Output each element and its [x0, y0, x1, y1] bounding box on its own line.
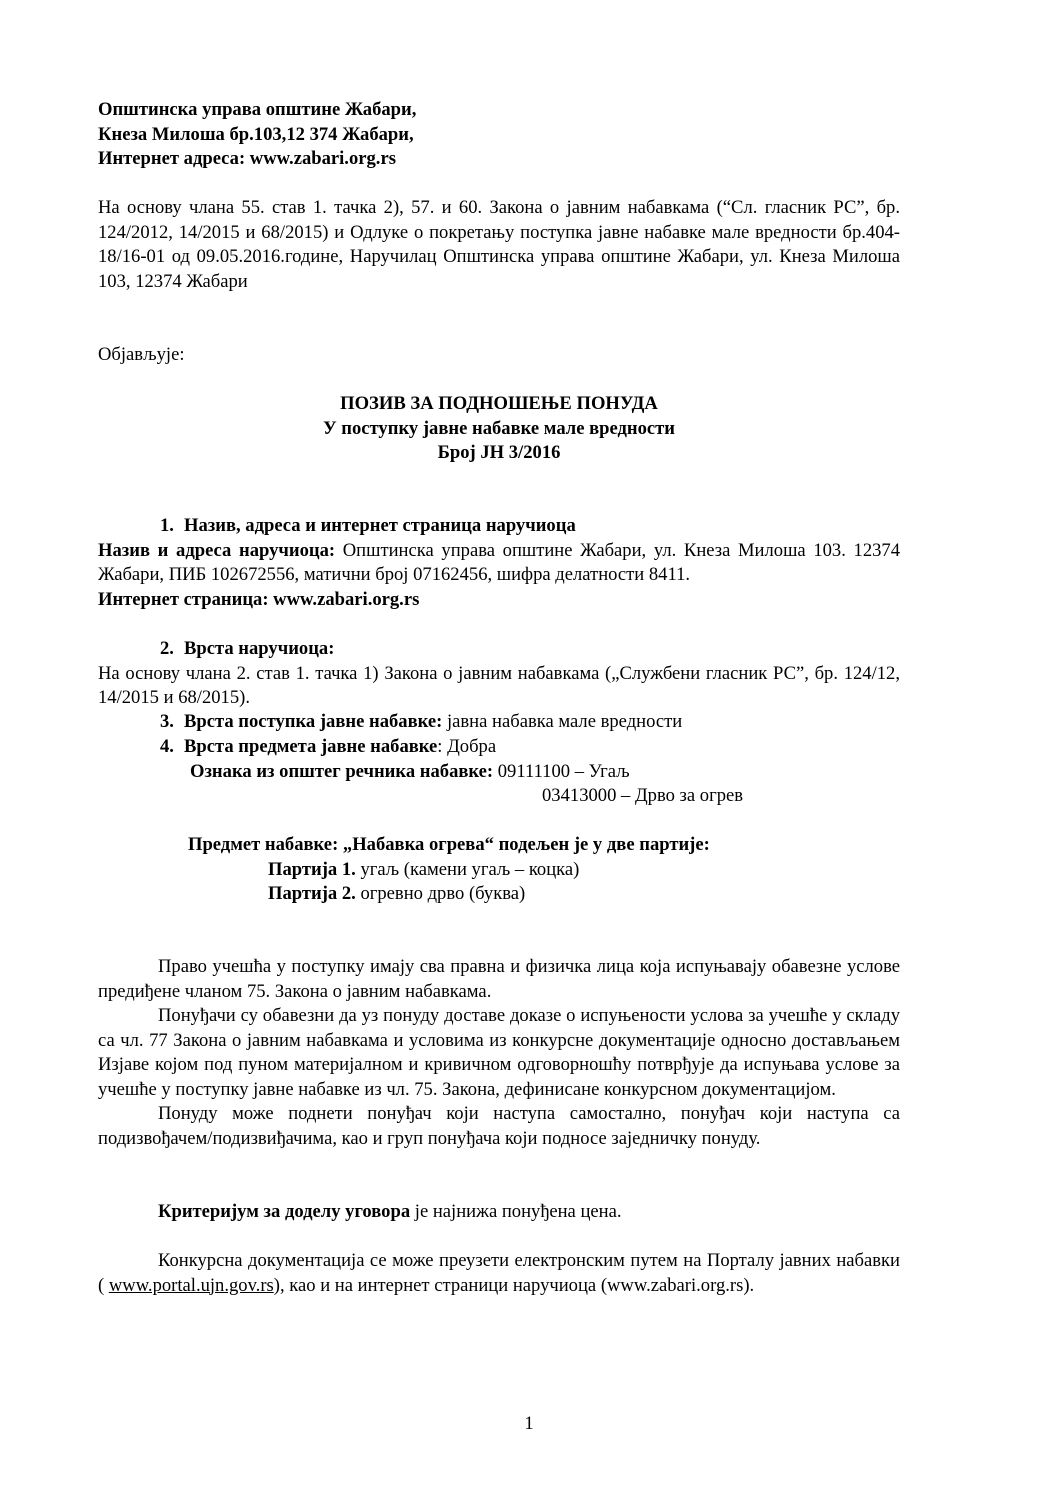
award-criterion-text: је најнижа понуђена цена.	[410, 1201, 622, 1222]
subject-type-label: Врста предмета јавне набавке	[184, 736, 438, 757]
page-number: 1	[524, 1413, 534, 1434]
cpv-line-1	[98, 760, 900, 785]
lot-2-text: огревно дрво (буква)	[355, 883, 526, 904]
section-2-title: Врста наручиоца:	[184, 638, 335, 659]
section-2	[98, 637, 900, 711]
cpv-code-2: 03413000 – Дрво за огрев	[542, 785, 744, 806]
header-line-3: Интернет адреса: www.zabari.org.rs	[98, 148, 396, 169]
document-title	[98, 392, 900, 466]
section-1	[98, 514, 900, 612]
title-line-1: ПОЗИВ ЗА ПОДНОШЕЊЕ ПОНУДА	[340, 393, 658, 414]
procedure-type-label: Врста поступка јавне набавке:	[184, 711, 443, 732]
section-1-number: 1.	[160, 515, 174, 536]
tender-docs-paragraph	[98, 1249, 900, 1298]
section-1-title: Назив, адреса и интернет страница наручиоца	[184, 515, 576, 536]
participation-paragraphs	[98, 955, 900, 1151]
title-line-2: У поступку јавне набавке мале вредности	[322, 417, 676, 439]
section-3	[98, 710, 900, 735]
award-criterion-label: Критеријум за доделу уговора	[158, 1201, 411, 1222]
tender-docs-text-a: Конкурсна документација се може преузети електронским путем на Порталу јавних набавки (	[98, 1250, 900, 1296]
header-block	[98, 98, 900, 172]
lot-1-label: Партија 1.	[268, 858, 356, 880]
lot-1-text: угаљ (камени угаљ – коцка)	[355, 858, 580, 880]
bidder-obligations-paragraph: Понуђачи су обавезни да уз понуду доставе доказе о испуњености услова за учешће у складу са чл. 77 Закона о јавним набавкама и условима из конкурсне документације односно достављањем Изјаве којом под пуном материјалном и кривичном одговорношћу потврђује да испуњава услове за учешће у поступку јавне набавке из чл. 75. Закона, дефинисане конкурсном документацијом.	[98, 1005, 900, 1100]
header-line-2: Кнеза Милоша бр.103,12 374 Жабари,	[98, 123, 414, 145]
bid-submission-paragraph: Понуду може поднети понуђач који наступа самостално, понуђач који наступа са подизвођачем/подизвиђачима, као и груп понуђача који подносе заједничку понуду.	[98, 1103, 900, 1149]
section-4	[98, 735, 900, 809]
lot-2-line	[98, 882, 900, 907]
section-2-heading	[98, 637, 900, 662]
section-3-line	[98, 710, 900, 735]
name-address-text: Општинска управа општине Жабари, ул. Кнеза Милоша 103. 12374 Жабари, ПИБ 102672556, матични број 07162456, шифра делатности 8411.	[98, 539, 901, 585]
cpv-label: Ознака из општег речника набавке:	[190, 760, 494, 782]
procurement-subject	[98, 833, 900, 907]
announces-text: Објављује:	[98, 344, 185, 365]
header-line-1: Општинска управа општине Жабари,	[98, 99, 417, 120]
subject-type-text: : Добра	[437, 736, 497, 757]
preamble-paragraph: На основу члана 55. став 1. тачка 2), 57. и 60. Закона о јавним набавкама (“Сл. гласник РС”, бр. 124/2012, 14/2015 и 68/2015) и Одлуке о покретању поступка јавне набавке мале вредности бр.404-18/16-01 од 09.05.2016.године, Наручилац Општинска управа општине Жабари, ул. Кнеза Милоша 103, 12374 Жабари	[98, 197, 900, 292]
section-2-number: 2.	[160, 638, 174, 659]
lot-1-line	[98, 858, 900, 883]
award-criterion-line	[98, 1200, 900, 1225]
tender-docs-text-b: ), као и на интернет страници наручиоца (www.zabari.org.rs).	[273, 1274, 755, 1296]
section-1-name-paragraph	[98, 539, 900, 588]
lot-2-label: Партија 2.	[268, 883, 356, 904]
participation-right-paragraph: Право учешћа у поступку имају сва правна и физичка лица која испуњавају обавезне услове предиђене чланом 75. Закона о јавним набавкама.	[98, 956, 900, 1002]
portal-link[interactable]: www.portal.ujn.gov.rs	[108, 1274, 274, 1296]
name-address-label: Назив и адреса наручиоца:	[98, 539, 336, 561]
subject-heading: Предмет набавке: „Набавка огрева“ подељен је у две партије:	[188, 834, 710, 855]
section-4-line	[98, 735, 900, 760]
section-2-text: На основу члана 2. став 1. тачка 1) Закона о јавним набавкама („Службени гласник РС”, бр. 124/12, 14/2015 и 68/2015).	[98, 662, 900, 708]
title-line-3: Број ЈН 3/2016	[437, 442, 561, 463]
procedure-type-text: јавна набавка мале вредности	[442, 711, 683, 732]
section-1-heading	[98, 514, 900, 539]
section-3-number: 3.	[160, 711, 174, 732]
website-line: Интернет страница: www.zabari.org.rs	[98, 588, 420, 610]
section-4-number: 4.	[160, 736, 174, 757]
cpv-code-1: 09111100 – Угаљ	[493, 760, 630, 782]
